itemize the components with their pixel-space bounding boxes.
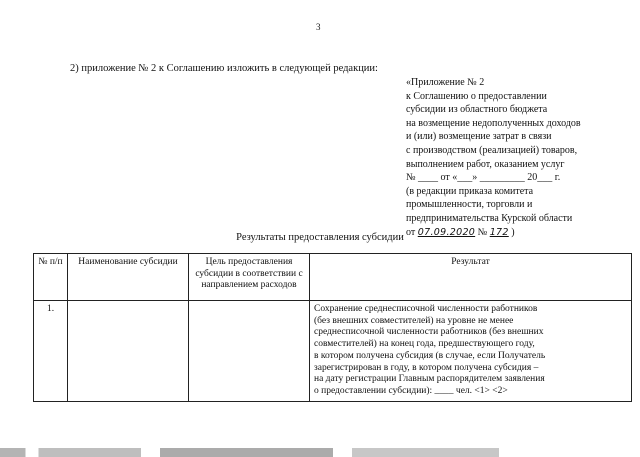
header-number: № п/п — [34, 254, 68, 301]
result-line: совместителей) на конец года, предшествующего году, — [314, 339, 535, 350]
result-line: (без внешних совместителей) на уровне не менее — [314, 315, 514, 326]
table-row — [34, 301, 632, 402]
result-line: на дату регистрации Главным распорядителем заявления — [314, 374, 545, 385]
appendix-line: с производством (реализацией) товаров, — [406, 144, 578, 156]
appendix-line: на возмещение недополученных доходов — [406, 117, 581, 129]
row-result — [310, 301, 632, 402]
result-line: среднесписочной численности работников (без внешних — [314, 327, 544, 338]
appendix-line: № ____ от «___» _________ 20___ г. — [406, 172, 561, 184]
order-suffix: ) — [508, 226, 515, 238]
row-number: 1. — [34, 301, 68, 402]
appendix-line: и (или) возмещение затрат в связи — [406, 131, 552, 143]
table-title: Результаты предоставления субсидии — [236, 232, 404, 243]
appendix-line: (в редакции приказа комитета — [406, 185, 534, 197]
header-result: Результат — [310, 254, 632, 301]
result-line: о предоставлении субсидии): ____ чел. <1> <2> — [314, 385, 508, 396]
appendix-line: субсидии из областного бюджета — [406, 104, 548, 116]
appendix-line: к Соглашению о предоставлении — [406, 90, 547, 102]
order-number-label: № — [475, 226, 490, 238]
header-subsidy-name: Наименование субсидии — [68, 254, 189, 301]
order-prefix: от — [406, 226, 418, 238]
row-subsidy-name — [68, 301, 189, 402]
table-header-row — [34, 254, 632, 301]
scan-artifact-strip — [0, 448, 640, 457]
amendment-clause: 2) приложение № 2 к Соглашению изложить в следующей редакции: — [70, 63, 378, 74]
result-line: в котором получена субсидия (в случае, если Получатель — [314, 350, 546, 361]
appendix-line: предпринимательства Курской области — [406, 212, 573, 224]
appendix-line: выполнением работ, оказанием услуг — [406, 158, 565, 170]
handwritten-date: 07.09.2020 — [417, 226, 476, 238]
appendix-line: промышленности, торговли и — [406, 199, 533, 211]
row-goal — [189, 301, 310, 402]
page-number: 3 — [316, 22, 321, 32]
result-line: зарегистрирован в году, в котором получена субсидия – — [314, 362, 539, 373]
results-table — [33, 253, 632, 402]
result-line: Сохранение среднесписочной численности работников — [314, 304, 538, 314]
handwritten-number: 172 — [489, 226, 509, 238]
appendix-line: «Приложение № 2 — [406, 77, 485, 88]
appendix-header — [406, 76, 630, 239]
header-goal: Цель предоставления субсидии в соответствии с направлением расходов — [189, 254, 310, 301]
